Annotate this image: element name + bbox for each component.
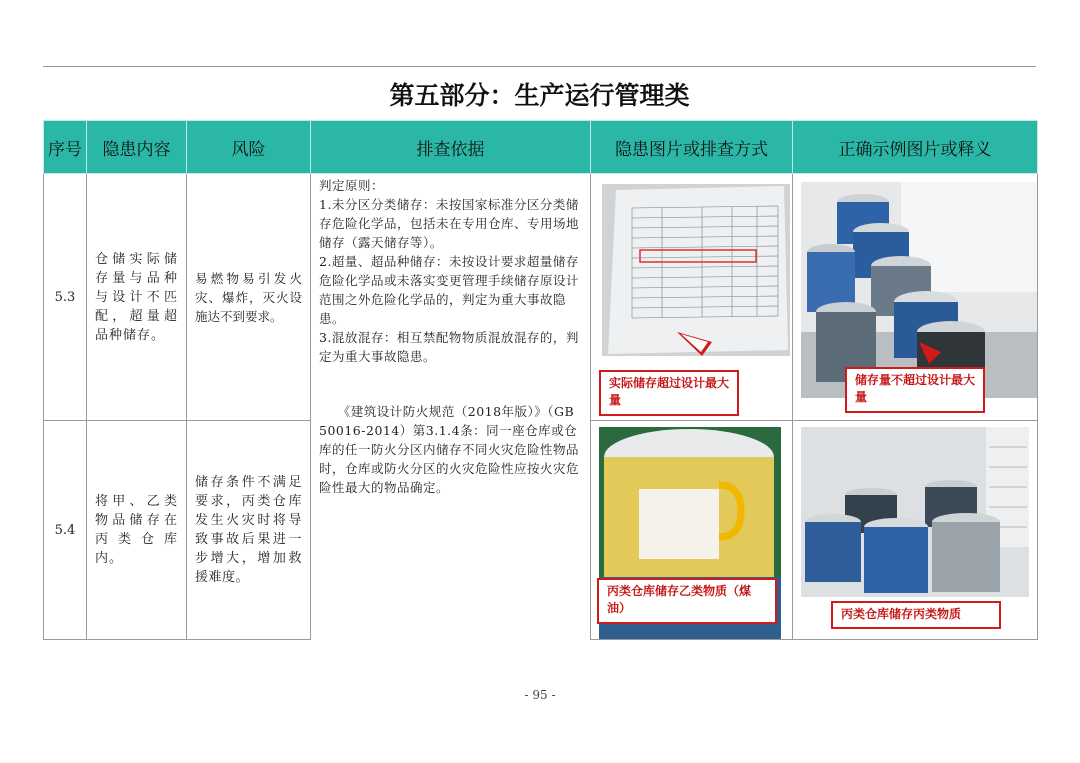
section-title: 第五部分：生产运行管理类	[389, 81, 690, 110]
table-header-row	[44, 121, 1038, 174]
basis-judgement-principles: 判定原则： 1.未分区分类储存：未按国家标准分区分类储存危险化学品，包括未在专用仓库、专用场地储存（露天储存等）。 2.超量、超品种储存：未按设计要求超量储存危险化学品或未落实变更管理手续储存原设计范围之外危险化学品的，判定为重大事故隐患。 3.混放混存：相互禁配物物质混放混存的，判定为重大事故隐患。	[319, 178, 580, 364]
basis-fire-code: 《建筑设计防火规范（2018年版）》（GB 50016-2014）第3.1.4条：同一座仓库或仓库的任一防火分区内储存不同火灾危险性物品时，仓库或防火分区的火灾危险性应按火灾危险性最大的物品确定。	[319, 404, 580, 495]
hazard-image-cell	[591, 421, 793, 640]
header-serial: 序号	[44, 121, 87, 174]
row-risk: 储存条件不满足要求，丙类仓库发生火灾时将导致事故后果进一步增大，增加救援难度。	[187, 421, 311, 640]
top-rule	[43, 66, 1036, 67]
table-row	[44, 174, 1038, 421]
row-serial: 5.3	[44, 174, 87, 421]
header-content: 隐患内容	[87, 121, 187, 174]
page-number: - 95 -	[524, 688, 556, 702]
correct-image-cell	[793, 421, 1038, 640]
correct-image-cell	[793, 174, 1038, 421]
header-correct-image: 正确示例图片或释义	[793, 121, 1038, 174]
row-content: 仓储实际储存量与品种与设计不匹配，超量超品种储存。	[87, 174, 187, 421]
row-risk: 易燃物易引发火灾、爆炸，灭火设施达不到要求。	[187, 174, 311, 421]
hazard-callout: 实际储存超过设计最大量	[599, 370, 739, 416]
header-hazard-image: 隐患图片或排查方式	[591, 121, 793, 174]
class-c-warehouse-drums-photo	[801, 427, 1029, 597]
hazard-image-cell	[591, 174, 793, 421]
storage-record-photo	[602, 184, 790, 356]
basis-cell	[311, 174, 591, 640]
row-serial: 5.4	[44, 421, 87, 640]
correct-callout: 丙类仓库储存丙类物质	[831, 601, 1001, 629]
header-basis: 排查依据	[311, 121, 591, 174]
hazard-table	[43, 120, 1038, 640]
drums-in-warehouse-photo	[801, 182, 1037, 398]
hazard-callout: 丙类仓库储存乙类物质（煤油）	[597, 578, 777, 624]
header-risk: 风险	[187, 121, 311, 174]
correct-callout: 储存量不超过设计最大量	[845, 367, 985, 413]
row-content: 将甲、乙类物品储存在丙类仓库内。	[87, 421, 187, 640]
